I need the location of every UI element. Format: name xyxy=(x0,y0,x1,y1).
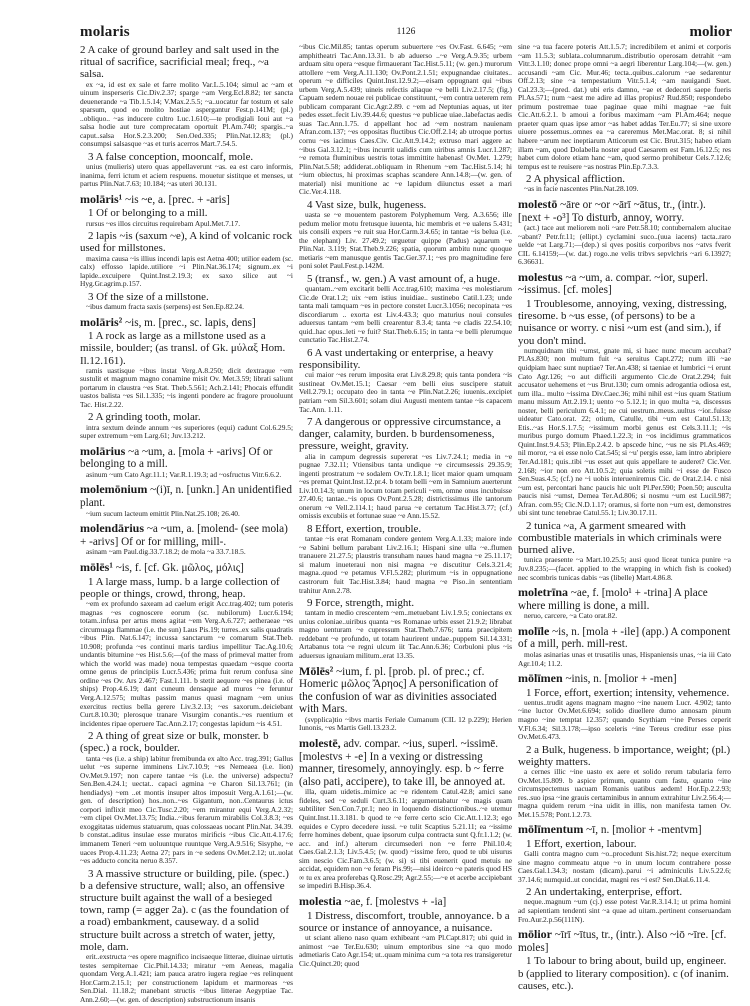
column-1 xyxy=(80,43,293,1006)
entry-heading xyxy=(518,823,731,837)
citation-block: Galli contra magno cum ~o..procedunt Sis.hist.72; neque exercitum sine magno commeatu atque ~o in unum locum contrahere posse Caes.Gal.1.34.3; nostam (dicam)..parui ~i adminiculis Liv.5.22.6; 37.14.6; numquid..ut concidat, magni res ~i est? Sen.Dial.6.11.4. xyxy=(518,849,731,884)
entry-heading xyxy=(518,198,731,224)
headword: Mōlēs² xyxy=(299,663,334,678)
citation-block: numquidnam tibi ~umst, gnate mi, si haec nunc mecum accubat? Pl.As.830; non multum fuit ~a seruitus Capt.272; num illi ~ae quidpiam haec sunt nuptiae? Ter.An.438; si taeniae et lumbrici ~i erunt Cato Agr.126; ~o aut difficili argumento Cic.de Orat.2.294; fuit accusator uehemens et ~us Brut.130; cum omnis adrogantia odiosa est, tum illa.. multo ~issima Div.Caec.36; mihi nihil est ~ius quam Statium manu missum Att.2.19.1; uento ~o 5.12.1; in quo multa ~a, discessus noster, belli periculum 6.4.1; ne cui uestrum..meus..uultus ~ior..fuisse uideatur Cato.orat. 22; otium, Catulle, tibi ~um est Catul.51.13; Etis..~as Hor.S.1.7.5; ~issimum morbi genus est Cels.3.11.1; ~is muribus purgo domum Phaed.1.22.3; in ~os incidimus grammaticos Quint.Inst.9.4.53; Plin.Ep.2.4.2. b apscede hinc, ~us ne sis Pl.As.469; nil moror, ~a ei esse nolo Cat.545; si ~u' pergis esse, iam intro abripiere Ter.Ad.181; quis..tibi ~us esset aut quis appellare te auderet? Cic.Ver. 2.168; ~ior non ero Att.10.5.2; quia soletis mihi ~i esse de Fusco Sen.Suas.4.5; (cf.) ne ~i uobis interueniremus Cic. de Orat.2.14. c nisi ~um est, percontari hanc paucis hic uolt Pl.Per.590; Poen.50; ausculta paucis nisi ~umst, Demea Ter.Ad.806; si nosmu ~um est Lucil.987; Afran. com.95; Cic.N.D.1.17; oramus, si forte non ~um est, demonstres ubi sint tunc tenebrae Catul.55.1; Liv.30.17.11. xyxy=(518,345,731,518)
sense-definition: 2 An undertaking, enterprise, effort. xyxy=(526,886,683,899)
headword: molāris² xyxy=(80,314,123,329)
citation-block: erit..exstructa ~es opere magnifico incisaeque litterae, diuinae uirtutis testes sempiternae Cic.Phil.14.33; miratur ~em Aeneas, magalia quondam Verg.A.1.421; iam pauca aratro iugera regiae ~es relinquent Hor.Carm.2.15.1; per constructionem lapidum et marmoreas ~es Sen.Dial. 11.18.2; manebant structis ~ibus litterae Aegyptiae Tac. Ann.2.60;—(w. gen. of description) substructionum insanis xyxy=(80,952,293,1004)
citation-block: ~em ex profundo saxeam ad caelum erigit Acc.trag.402; tum poteris magnas ~es cognoscere eorum (sc. nubilorum) Lucr.6.194; totam..infusa per artus mens agitat ~em Verg.A.6.727; aetheraeae ~es circumuaga flammae (i.e. the sun) Laus Pis.19; turres..ex salis quadratis ~ibus Plin. Nat.6.147; incussa sanctarum ~e comarum Stat.Theb. 10.908; profunda ~es continui maris tardius impellitur Tac.Ag.10.6; undantis bitumine ~es Hist.5.6;—(of the mass of primeval matter from which the world was made) noua tempestas quaedam ~esque coorta omne genus de principiis Lucr.5.436; prima fuit rerum confusa sine ordine ~es Ov. Ars 2.467; Fast.1.111. b stetit aequore ~es pinea (i.e. of ships) Prop.4.6.19; dant cuneum densaque ad muros ~e feruntur Verg.A.12.575; multas passim manus quasi magnam ~em unius exercitus rectius bella gerere Liv.3.2.13; ~es saxorum..deiciebant Curt.8.10.30; plerosque tranare Visurgim conantis..~es ruentium et incidentes ripae operuere Tac.Ann.2.17; congestas lapidum ~is 4.51. xyxy=(80,598,293,728)
sense-definition: 1 Effort, exertion, labour. xyxy=(526,837,637,850)
sense-definition: 3 A massive structure or building, pile. (spec.) b a defensive structure, wall; also, an offensive structure built against the wall of a besieged town, ramp (= agger 2a). c (as the foundation of a road) embankment, causeway. d a solid structure built across a stretch of water, jetty, mole, dam. xyxy=(80,867,290,953)
sense-definition: 1 Force, effort, exertion; intensity, vehemence. xyxy=(526,686,730,699)
citation-block: ~ibus damum fracta saxis (serpens) est Sen.Ep.82.24. xyxy=(86,301,244,311)
citation-block: tunica praesente ~a Mart.10.25.5; ausi quod liceat tunica punire ~a Juv.8.235;—(facet. applied to the wrapping in which fish is cooked) nec scombris tunicas dabis ~as (libelle) Mart.4.86.8. xyxy=(518,555,731,582)
entry-grammar: ~is ~e, a. [prec. + -aris] xyxy=(122,193,230,206)
sense-definition: 1 A rock as large as a millstone used as a missile, boulder; (as transl. of Gk. μύλαξ Hom. Il.12.161). xyxy=(80,330,286,367)
headword: molestia xyxy=(299,893,342,908)
column-3 xyxy=(518,43,731,1006)
entry-heading xyxy=(299,665,512,716)
sense-definition: 1 A large mass, lump. b a large collection of people or things, crowd, throng, heap. xyxy=(80,575,280,600)
citation-block: (svpplica)tio ~ibvs martis Feriale Cumanum (CIL 12 p.229); Herien Iunonis, ~es Martis Gell.13.23.2. xyxy=(299,714,512,733)
citation-block: ramis uastisque ~ibus instat Verg.A.8.250; dicit dextraque ~em sustulit et magnum magno conamine misit Ov. Met.3.59; librati saliunt portarum in claustra ~es Stat. Theb.5.561; Ach.2.141; Phocais effundit uastos balista ~es Sil.1.335; ~is ingenti pondere ac fragore prouoluunt Tac. Hist.2.22. xyxy=(80,365,293,409)
entry-grammar: ~ium, f. pl. [prob. pl. of prec.; cf. Homeric μῶλος Ἄρηος] A personification of the confusion of war as divinities associated with Mars. xyxy=(299,665,499,716)
citation-block: intra sextum deinde annum ~es superiores (equi) cadunt Col.6.29.5; super extremum ~em Larg.61; Juv.13.212. xyxy=(80,422,293,441)
citation-block: illa, quam uidetis..mimice ac ~e ridentem Catul.42.8; amici sane fideles, sed ~e seduli Curt.3.6.11; argumentabatur ~e magis quam subtiliter Sen.Con.7.pr.1; neo in loquendo distinctionibus..~e utemur Quint.Inst.11.3.181. b quod te ~e ferre certo scio Cic.Att.1.12.3; ego equides e Cypro decedere iussi. ~e tulit Scaptius 5.21.11; ea ~issime ferre homines debent, quae ipsorum culpa contracta sunt Q.fr.1.1.2; (w. acc. and inf.) alterum circumsederi non ~e ferre Phil.10.4; Caes.Gal.2.1.3; Liv.5.4.5; (w. quod) ~issime fero, quod te ubi uisurus sim nescio Cic.Fam.3.6.5; (w. si) si tibi euenerit quod metuis ne accidat, equidem non ~e feram Pis.99;—nisi ideirco ~e pateris quod HS ∞ tu ex area proferebas Q.Rosc.29; Agr.2.55;—~e et acerbe accipiebant se impediri B.Hisp.36.4. xyxy=(299,787,512,891)
entry-grammar: ~ae, f. [molo¹ + -trina] A place where milling is done, a mill. xyxy=(518,587,708,612)
headword: molīle xyxy=(518,623,550,638)
entry-grammar: ~is, f. [cf. Gk. μῶλος, μόλις] xyxy=(112,561,244,574)
citation-block: ut sciant alieno naso quam exhibeant ~am Pl.Capt.817; ubi quid in animost ~ae Ter.Eu.630; uinum emptoribus sine ~a quo modo admetiaris Cato Agr.154; ut..quam minima cum ~a tota res transigeretur Cic.Quinct.20; quod xyxy=(299,932,512,968)
entry-grammar: ~ī, n. [molior + -mentvm] xyxy=(583,824,702,837)
sense-definition: 1 Troublesome, annoying, vexing, distressing, tiresome. b ~us esse, (of persons) to be a nuisance or worry. c nisi ~um est (and sim.), if you don't mind. xyxy=(518,298,727,347)
entry-heading xyxy=(518,928,731,954)
citation-block: quantam..~em excitarit belli Acc.trag.610; maxima ~es molestiarum Cic.de Orat.1.2; uix ~em istius inuidiae.. sustinebo Catil.1.23; unde tanta mali tamquam ~es in pectore constet Lucr.3.1056; necopinata ~es discordiarum .. exorta est Liv.4.43.3; quo maturius noui consules aduersus tantam ~em belli crearentur 8.3.4; tanta ~e cladis 22.54.10; quid..hac opus..leti ~e fuit? Stat.Theb.6.15; in tanta ~e belli plerumque cunctatio Tac.Hist.2.74. xyxy=(299,284,512,345)
entry-heading xyxy=(80,522,293,548)
headword: molārius xyxy=(80,443,126,458)
citation-block: cui maior ~es rerum imposita erat Liv.8.29.8; quis tanta pondera ~is sustineat Ov.Met.15.1; Caesar ~em belli eius suscipere statuit Vell.2.79.1; occupato deo in tanta ~e Plin.Nat.2.26; iuuenis..excipiet patriam ~em Sil.3.601; solam diui Augusti mentem tantae ~is capacem Tac.Ann. 1.11. xyxy=(299,370,512,414)
entry-heading xyxy=(518,586,731,612)
entry-heading xyxy=(80,316,293,330)
entry-grammar: adv. compar. ~ius, superl. ~issimē. [molestvs + -e] In a vexing or distressing manner, tiresomely, annoyingly. esp. b ~ ferre (also pati, accipere), to take ill, be annoyed at. xyxy=(299,738,506,788)
sense-definition: 1 To labour to bring about, build up, engineer. b (applied to literary composition). c (of inanim. causes, etc.). xyxy=(518,955,729,992)
headword: mōlīmen xyxy=(518,671,563,686)
headword: molemōnium xyxy=(80,482,148,497)
headword: molestus xyxy=(518,269,563,284)
citation-block: ~as in facie nascentes Plin.Nat.28.109. xyxy=(524,184,639,194)
citation-block: sine ~a tua facere poteris Att.1.5.7; incredibilem et animi et corporis ~am 11.5.3; sublata..columnarum..distributio operosam detrahit ~am Vitr.3.1.10; donec prope omni ~a aegri liberentur Larg.104;—(w. gen.) accusandi ~am Cic. Mur.46; tecta..quibus..calorum ~ae sedarentur Off.2.13; sine ~a tempestatium Vitr.5.1.4; ~am nauigandi Suet. Cal.23.3;—(pred. dat.) ubi eris damno, ~ae et dedecori saepe fueris Pl.As.571; num ~aest me adire ad illas propius? Rud.850; respondebo primum postremae tuae paginae quae mihi magnae ~ae fuit Cic.Att.6.2.1. b amoui a foribus maximam ~am Pl.Am.464; neque praeter quam quas ipse amor ~as habet addas Ter.Eu.77; si sine uxore uiuere possemus..omnes ea ~a careremus Met.Mac.orat. 8; si nihil habere ~arum nec ineptiarum Atticorum est Cic. Brut.315; habeo etiam illam ~am, quod Dolabella noster apud Caesarem est Fam.16.12.5; res habet cum dolore etiam hanc ~am, quod sermo prohibetur Cels.7.12.6; tempus est te reuisere ~as nostras Plin.Ep.7.3.3. xyxy=(518,42,731,171)
guide-word-right: molior xyxy=(689,24,732,40)
sense-definition: 3 Of the size of a millstone. xyxy=(88,290,209,303)
entry-grammar: ~āre or ~or ~ārī ~ātus, tr., (intr.). [next + -o³] To disturb, annoy, worry. xyxy=(518,198,706,224)
headword: moletrīna xyxy=(518,585,568,600)
page-number: 1126 xyxy=(396,27,416,37)
citation-block: neruo, carcere, ~a Cato orat.82. xyxy=(524,611,618,621)
sense-definition: 1 Of or belonging to a mill. xyxy=(88,207,208,220)
sense-definition: 2 lapis ~is (saxum ~e), A kind of volcanic rock used for millstones. xyxy=(80,230,293,255)
sense-definition: 2 A grinding tooth, molar. xyxy=(88,411,201,424)
sense-definition: 6 A vast undertaking or enterprise, a heavy responsibility. xyxy=(299,346,494,372)
sense-definition: 8 Effort, exertion, trouble. xyxy=(307,523,422,536)
headword: molestē, xyxy=(299,736,341,751)
entry-heading xyxy=(299,737,512,788)
sense-definition: 2 A thing of great size or bulk, monster. b (spec.) a rock, boulder. xyxy=(80,730,269,755)
entry-heading xyxy=(299,895,512,909)
entry-grammar: ~(i)ī, n. [unkn.] An unidentified plant. xyxy=(80,484,292,510)
dictionary-columns xyxy=(80,43,733,1006)
citation-block: tantae ~is erat Romanam condere gentem Verg.A.1.33; maiore inde ~e Sabini bellum parabant Liv.2.16.1; Hispani sine ulla ~e..flumen tranauere 21.27.5; plaustris transuham naues haud magna ~e 25.11.17; si malum inueteraui non nisi magna ~e discutitur Cels.3.21.4; magna..quod ~e petamus V.Fl.5.282; plurimum ~is in oppugnatione castrorum fuit Tac.Hist.3.84; haud magna ~e Piso..in sententiam trahitur Ann.2.78. xyxy=(299,534,512,595)
entry-heading xyxy=(80,445,293,471)
headword: mōlior xyxy=(518,927,552,942)
citation-block: maxima causa ~is illius incendi lapis est Aetna 400; utilior eadem (sc. calx) effosso lapide..utiliore ~i Plin.Nat.36.174; signum..ex ~i lapide..excuipere Quint.Inst.2.19.3; ex saxo silice aut ~i Hyg.Gr.agrim.p.157. xyxy=(80,253,293,289)
headword: molāris¹ xyxy=(80,191,123,206)
entry-heading xyxy=(518,271,731,297)
entry-heading xyxy=(80,483,293,509)
entry-heading xyxy=(518,672,731,686)
entry-grammar: ~a ~um, a. [molend- (see mola) + -arivs] Of or for milling, mill-. xyxy=(80,523,288,548)
citation-block: tanta ~es (i.e. a ship) labitur fremibunda ex alto Acc. trag.391; Gallus uelut ~es superne imminens Liv.7.10.9; ~es Nemeaea (i.e. lion) Ov.Met.9.197; non capere tantae ~is (i.e. the universe) adspectu? Sen.Ben.4.24.1; uectat.. capaci agmina ~e Charon Sil.13.761; (in hendiadys) ~em ..et montis insuper altos imposuit Verg.A.1.61;—(w. gen. of description) hos..non..~es Gigantum, non..Centaurus ictus corpori inflixit meo Cic.Tusc.2.20; ~em mirantur equi Verg.A.2.32; ~em clipei Ov.Met.13.75; India..~ibus ferarum mirabilis Col.3.8.3; ~es exoggitatas uidemus statuarum, quas colossaeas uocant Plin.Nat. 34.39. b constat..aditus insulae esse muratos miriﬁcis ~ibus Cic.Att.4.17.6; immanem Teneri ~em uoluuntque ruuntque Verg.A.9.516; Sisyphe, ~e uaces Prop.4.11.23; Aetna 27; pars in ~e sedens Ov.Met.2.12; ut..uolat ~es adducto concita neruo 8.357. xyxy=(80,753,293,866)
sense-definition: 7 A dangerous or oppressive circumstance, a danger, calamity, burden. b burdensomeness, pressure, weight, gravity. xyxy=(299,416,501,453)
entry-grammar: ~is, m. [prec., sc. lapis, dens] xyxy=(122,316,256,329)
citation-block: asinum ~um Cato Agr.11.1; Var.R.1.19.3; ad ~osfructus Vitr.6.6.2. xyxy=(86,469,282,479)
sense-definition: 1 Distress, discomfort, trouble, annoyance. b a source or instance of annoyance, a nuisance. xyxy=(299,909,510,934)
citation-block: neque..magnum ~um (cj.) esse potest Var.R.3.14.1; ut prima homini ad sapientiam tendenti sint ~a quae ad uitam..pertinent conseruandam Fro.Aur.2.p.56(111N). xyxy=(518,897,731,924)
sense-definition: 2 A cake of ground barley and salt used in the ritual of sacrifice, sacrificial meal; freq., ~a salsa. xyxy=(80,44,280,81)
citation-block: (act.) tace aut meliorem noli ~are Petr.58.10; contubernalem alucitae ~abant? Petr.fr.11; (ellipt.) cyclamini suco..(uua iacens) tacta..raro uelde ~at Larg.71;—(dep.) si qves positis corporibvs nos ~atvs fverit CIL 6.14159;—(w. dat.) rogo..ne velis tribvs sepvlchris ~ari 6.13927; 6.36631. xyxy=(518,223,731,267)
entry-heading xyxy=(80,561,293,575)
entry-grammar: ~a ~um, a. [mola + -arivs] Of or belonging to a mill. xyxy=(80,445,273,471)
citation-block: uentus..trudit agens magnam magno ~ine nauem Lucr. 4.902; tanto ~ine luctor Ov.Met.6.694; solido diuellere dumo annosam pinum magno ~ine temptat 12.357; quando Scythiam ~ine Perses ceperit V.Fl.6.34; Sil.3.178;—ipso sceleris ~ine Tereus creditur esse pius Ov.Met.6.473. xyxy=(518,697,731,742)
entry-heading xyxy=(80,193,293,207)
headword: molestō xyxy=(518,196,558,211)
citation-block: unius (mulieris) utero quas appellaverunt ~as. ea est caro informis, inanima, ferri ictum et aciem respuens. mouetur sistitque et menses, ut partus Plin.Nat.7.63; 10.184; ~as uteri 30.131. xyxy=(80,162,293,189)
citation-block: ex ~a, id est ex sale et farre molito Var.L.5.104; simul ac ~am et uinum insperseris Cic.Div.2.37; sparge ~am Verg.Ecl.8.82; ter sancta deuenerande ~a Tib.1.5.14; V.Max.2.5.5; ~a..uocatur far tostum et sale sparsum, quod eo molito hostiae aspergantur Fest.p.141M; (pl.) ..obliquo.. ~as inducere cultro Luc.1.610;—te prodigiali Ioui aut ~a salsa hodie aut ture comprecatam oportuit Pl.Am.740; spargis..~a caput..salsa Hor.S.2.3.200; Sen.Oed.335; Plin.Nat.12.83; (pl.) consumpsi salsasque ~as et turis acerros Mart.7.54.5. xyxy=(80,79,293,149)
sense-definition: 9 Force, strength, might. xyxy=(307,597,415,610)
citation-block: asinam ~am Paul.dig.33.7.18.2; de mola ~a 33.7.18.5. xyxy=(86,547,246,557)
entry-heading xyxy=(518,625,731,651)
headword: mōlīmentum xyxy=(518,822,584,837)
sense-definition: 2 A physical affliction. xyxy=(526,173,626,186)
citation-block: molas asinarias unas et trusatilis unas, Hispaniensis unas, ~ia iii Cato Agr.10.4; 11.2. xyxy=(518,649,731,668)
sense-definition: 5 (transf., w. gen.) A vast amount of, a huge. xyxy=(307,272,501,285)
sense-definition: 4 Vast size, bulk, hugeness. xyxy=(307,198,427,211)
entry-grammar: ~ae, f. [molestvs + -ia] xyxy=(341,895,447,908)
entry-grammar: ~īrī ~ītus, tr., (intr.). Also ~iō ~īre. [cf. moles] xyxy=(518,929,727,954)
entry-grammar: ~is, n. [mola + -ile] (app.) A component of a mill, perh. mill-rest. xyxy=(518,625,731,651)
guide-word-left: molaris xyxy=(80,24,130,40)
citation-block: alia in campum degressis supererat ~es Liv.7.24.1; media in ~e pugnae 7.32.11; Vtiensibus tanta undique ~e circumsessis 29.35.9; ingenti prostratum ~e sodalem Ov.Tr.1.8.1; licet maior quam umquam ~es premat Quint.Inst.12.pr.4. b totam belli ~em in Samnium auerterunt Liv.10.14.3; unum in locum totam periculi ~em, omne onus incubuisse 27.40.6; tantae..~is opus Ov.Pont.2.5.28; districtissimus ille tantorum onerum ~e Vell.2.114.1; haud parua ~e certatum Tac.Hist.3.77; (cf.) omissis excubiis et fortunae suae ~e Ann.15.52. xyxy=(299,451,512,521)
citation-block: uasta se ~e mouentem pastorem Polyphemum Verg. A.3.656; ille pedum melior motu fretusque iuuenta, hic membris et ~e ualens 5.431; uis consili expers ~e ruit sua Hor.Carm.3.4.65; in tantae ~is belua (i.e. the elephant) Liv. 27.49.2; urguetur quippe (Padus) aquarum ~e Plin.Nat. 3.119; Stat.Theb.9.226; spatia, quorum ambitu nunc quoque metiaris ~em manusque gentis Tac.Ger.37.1; ~es pro magnitudine fere poni solet Paul.Fest.p.142M. xyxy=(299,210,512,271)
headword: molendārius xyxy=(80,521,145,536)
entry-grammar: ~inis, n. [molior + -men] xyxy=(562,673,677,686)
headword: mōlēs¹ xyxy=(80,559,113,574)
citation-block: ~ibus Cic.Mil.85; tantas operum subuertere ~es Ov.Fast. 6.645; ~em amphitheatri Tac.Ann.13.31. b ab aduerso ..~e Verg.A.9.35; urbem arduam situ opera ~esque firmauerant Tac.Hist.5.11; (w. gen.) murorum attollere ~em Verg.A.11.130; Ov.Pont.2.1.51; expugnandae ciuitates.. operum ~e difficiles Quint.Inst.12.9.2;—eisam oppugnant qui ~ibus urbem Verg.A.5.439; uineis refectis aliaque ~e belli Liv.2.17.5; (fig.) Capuam sedem nouae rei publicae constituunt, ~em contra ueterem rem publicam comparant Cic.Agr.2.89. c ~em ad Neptunias aquas, ut iter pedes esset..fecit Liv.39.44.6; questus ~e publicae uiae..labefactas aedis suas Tac.Ann.1.75. d appellant hoc ad ~em nostram nauienam Afran.com.137; ~es oppositas fluctibus Cic.Off.2.14; ab utroque portus cornu ~es iacimus Caes.Civ. Cic.Att.9.14.2; extruso mari aggere ac ~ibus Gal.3.12.1; ~ibus incurrit ualidis cum uiribus amnis Lucr.1.287; ~e remota fluminibus uestris totas immittite habenas! Ov.Met. 1.279; Plin.Nat.5.58; addiderat..obliquam in Rhenum ~em Tac.Hist.5.14; hi ~ium obiectus, hi proximas scaphas scandere Ann.14.8;—(w. gen. of material) nisi munitione ac ~e lapidum diiunctus esset a mari Cic.Ver.4.118. xyxy=(299,42,512,197)
citation-block: a cernes illic ~ine uasto ex aere et solido rerum tabularia ferro Ov.Met.15.809. b aspice primum, quanto cum fastu, quanto ~ine circumspectemus uacuam Romanis uatibus aedem! Hor.Ep.2.2.93; res..suo ipsa ~ine grauis certaminibus in annum extrahitur Liv.2.56.4;—magna quidem rerum ~ina uidit in illis, non manifesta tamen Ov. Met.15.578; Pont.1.2.73. xyxy=(518,767,731,819)
sense-definition: 3 A false conception, mooncalf, mole. xyxy=(88,150,254,163)
column-2 xyxy=(299,43,512,1006)
sense-definition: 2 a Bulk, hugeness. b importance, weight; (pl.) weighty matters. xyxy=(518,743,731,768)
entry-grammar: ~a ~um, a. compar. ~ior, superl. ~issimus. [cf. moles] xyxy=(518,271,709,297)
citation-block: ~ium sucum lacteum emittit Plin.Nat.25.108; 26.40. xyxy=(86,508,240,518)
citation-block: tantam in medio crescentem ~em..metuebant Liv.1.9.5; coniectans ex unius coloniae..uiribus quanta ~es Romanae urbis esset 21.9.2; librabat magno uenturam ~e cupressum Stat.Theb.7.676; tanta praecipitem reddebant ~e profundo, ut totam haurirent undae..puppem Sil.14.331; Artabanus tota ~e regni ulcum iit Tac.Ann.6.36; Corbuloni plus ~is aduersus ignauiam militum..erat 13.35. xyxy=(299,608,512,660)
citation-block: rursus ~es illos circuitus requirebam Apul.Met.7.17. xyxy=(86,218,241,228)
sense-definition: 2 tunica ~a, A garment smeared with combustible materials in which criminals were burned alive. xyxy=(518,519,722,557)
